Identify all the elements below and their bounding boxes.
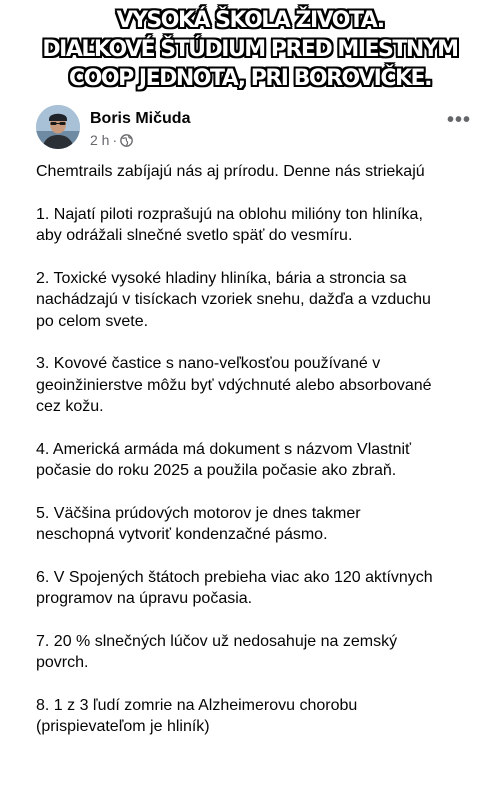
post-paragraph-5: 5. Väčšina prúdových motorov je dnes takmer neschopná vytvoriť kondenzačné pásmo.: [36, 504, 361, 543]
caption-line-1: VYSOKÁ ŠKOLA ŽIVOTA.: [116, 8, 384, 33]
post-paragraph-1: 1. Najatí piloti rozprašujú na oblohu milióny ton hliníka, aby odrážali slnečné svetlo späť do vesmíru.: [36, 205, 423, 244]
post-paragraph-3: 3. Kovové častice s nano-veľkosťou používané v geoinžinierstve môžu byť vdýchnuté alebo absorbované cez kožu.: [36, 355, 432, 415]
avatar-photo-icon: [36, 105, 80, 149]
meme-caption: [0, 6, 500, 93]
post-header: [36, 103, 481, 157]
post-paragraph-2: 2. Toxické vysoké hladiny hliníka, bária a stroncia sa nachádzajú v tisíckach vzoriek snehu, dažďa a vzduchu po celom svete.: [36, 269, 431, 330]
post-paragraph-4: 4. Americká armáda má dokument s názvom Vlastniť počasie do roku 2025 a použila počasie ako zbraň.: [36, 440, 412, 479]
post-paragraph-intro: Chemtrails zabíjajú nás aj prírodu. Denne nás striekajú: [36, 163, 425, 180]
meta-separator: ·: [112, 132, 118, 148]
post-paragraph-6: 6. V Spojených štátoch prebieha viac ako 120 aktívnych programov na úpravu počasia.: [36, 568, 433, 607]
profile-avatar[interactable]: [36, 105, 80, 149]
post-meta: [90, 132, 133, 148]
post-author-name[interactable]: Boris Mičuda: [90, 110, 191, 127]
caption-line-2: DIAĽKOVÉ ŠTÚDIUM PRED MIESTNYM: [42, 37, 458, 62]
post-paragraph-8: 8. 1 z 3 ľudí zomrie na Alzheimerovu chorobu (prispievateľom je hliník): [36, 696, 358, 735]
globe-icon[interactable]: [120, 134, 133, 147]
more-options-icon[interactable]: •••: [446, 109, 471, 131]
globe-icon-svg: [120, 134, 133, 147]
post-timestamp[interactable]: 2 h: [90, 132, 110, 148]
facebook-post: [36, 103, 481, 735]
post-body: [36, 161, 481, 759]
caption-line-3: COOP JEDNOTA, PRI BOROVIČKE.: [69, 66, 431, 91]
post-paragraph-7: 7. 20 % slnečných lúčov už nedosahuje na zemský povrch.: [36, 632, 398, 671]
